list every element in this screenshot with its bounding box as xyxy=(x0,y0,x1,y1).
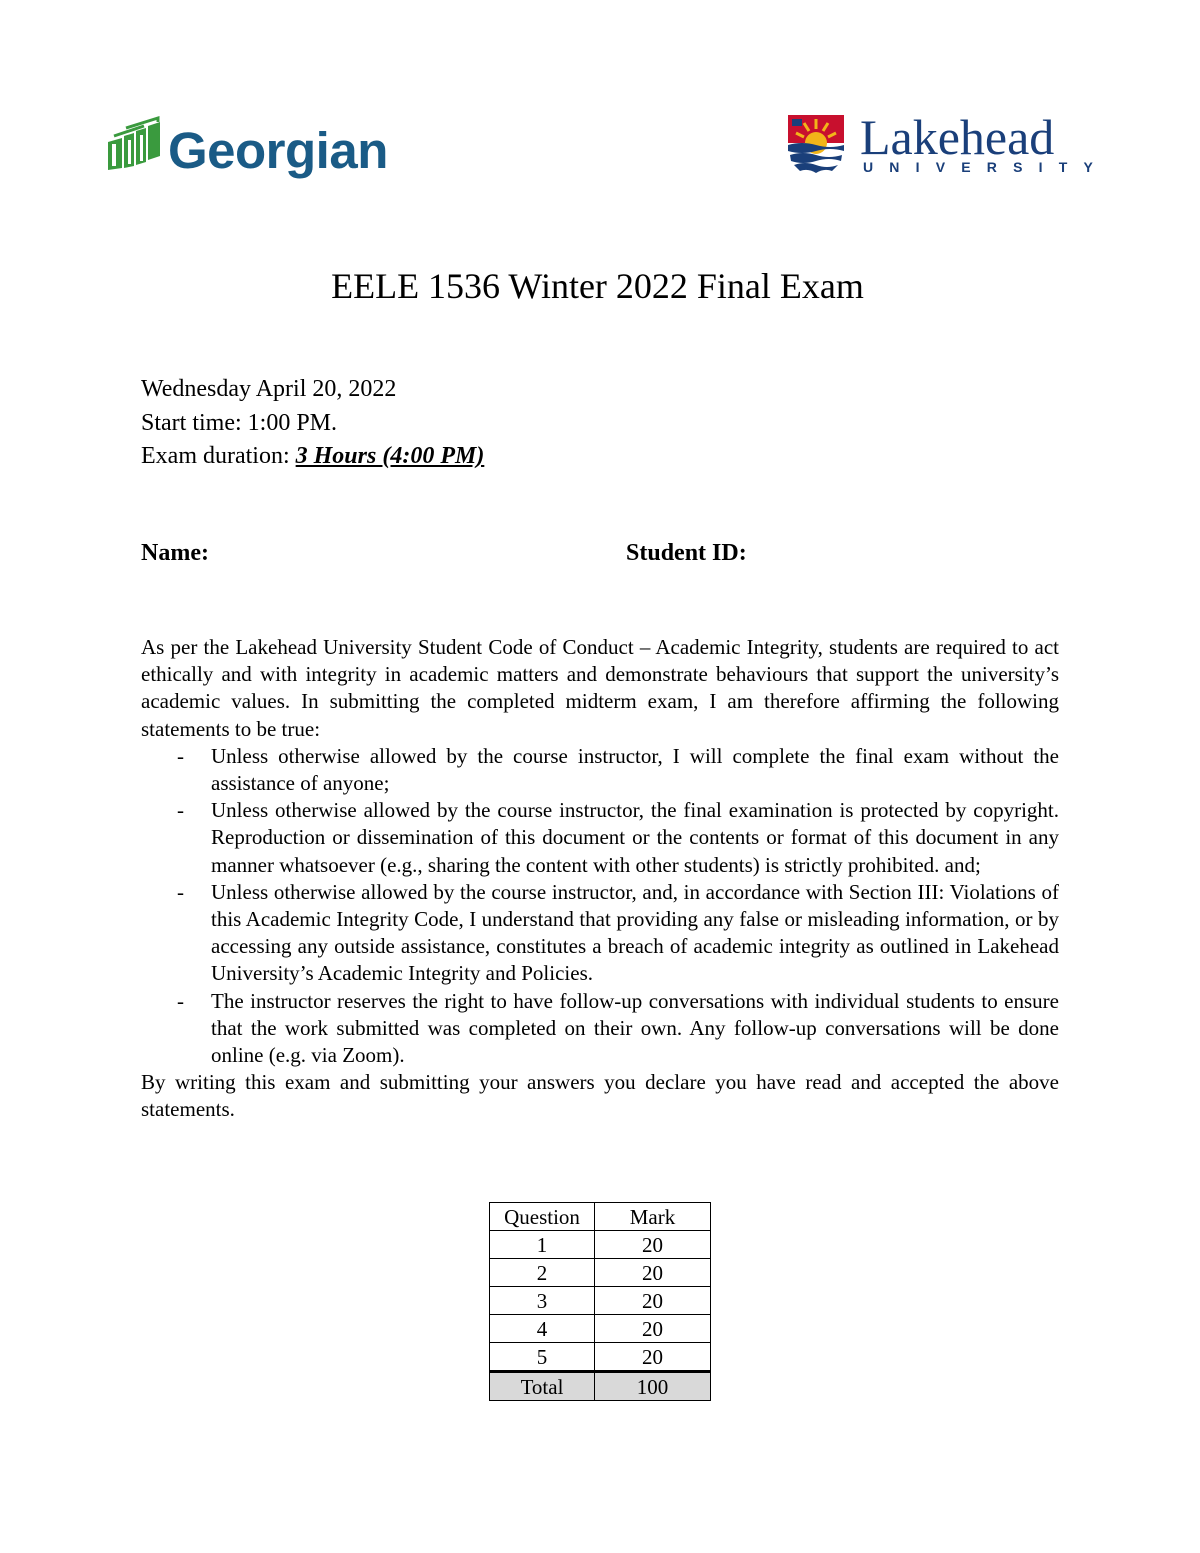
question-cell: 3 xyxy=(490,1287,595,1315)
question-cell: 4 xyxy=(490,1315,595,1343)
list-item xyxy=(141,797,1059,879)
table-row xyxy=(490,1259,711,1287)
question-cell: 1 xyxy=(490,1231,595,1259)
integrity-bullet-list xyxy=(141,743,1059,1069)
bullet-marker: - xyxy=(177,743,184,768)
list-item xyxy=(141,988,1059,1070)
exam-meta xyxy=(141,373,484,474)
total-value-cell: 100 xyxy=(595,1372,711,1401)
marks-table xyxy=(489,1202,711,1401)
georgian-logo xyxy=(104,112,394,188)
exam-title: EELE 1536 Winter 2022 Final Exam xyxy=(331,266,864,306)
bullet-text: Unless otherwise allowed by the course instructor, I will complete the final exam without the assistance of anyone; xyxy=(211,743,1059,796)
mark-cell: 20 xyxy=(595,1315,711,1343)
student-id-field-label: Student ID: xyxy=(626,540,747,566)
table-header-row xyxy=(490,1203,711,1231)
list-item xyxy=(141,743,1059,797)
exam-start-time: Start time: 1:00 PM. xyxy=(141,409,338,436)
list-item xyxy=(141,879,1059,988)
mark-cell: 20 xyxy=(595,1259,711,1287)
lakehead-subtext: UNIVERSITY xyxy=(863,159,1110,175)
table-row xyxy=(490,1343,711,1372)
bullet-text: Unless otherwise allowed by the course instructor, and, in accordance with Section III: Violations of this Academic Integrity Code, I understand that providing any false or misleading information, or by accessing any outside assistance, constitutes a breach of academic integrity as outlined in Lakehead University’s Academic Integrity and Policies. xyxy=(211,879,1059,986)
bullet-marker: - xyxy=(177,988,184,1013)
mark-cell: 20 xyxy=(595,1343,711,1372)
lakehead-wordmark: Lakehead xyxy=(860,109,1055,165)
lakehead-logo xyxy=(786,109,1110,183)
column-header-mark: Mark xyxy=(595,1203,711,1231)
integrity-intro: As per the Lakehead University Student Code of Conduct – Academic Integrity, students are required to act ethically and with integrity in academic matters and demonstrate behaviours that support the university’s academic values. In submitting the completed midterm exam, I am therefore affirming the following statements to be true: xyxy=(141,635,1059,741)
bullet-marker: - xyxy=(177,879,184,904)
exam-duration-value: 3 Hours (4:00 PM) xyxy=(295,443,485,469)
bullet-text: Unless otherwise allowed by the course instructor, the final examination is protected by copyright. Reproduction or dissemination of this document or the contents or format of this document in any manner whatsoever (e.g., sharing the content with other students) is strictly prohibited. and; xyxy=(211,798,1059,877)
georgian-stripes-icon xyxy=(104,114,164,174)
integrity-closing: By writing this exam and submitting your answers you declare you have read and accepted the above statements. xyxy=(141,1070,1059,1122)
table-row xyxy=(490,1315,711,1343)
table-row xyxy=(490,1287,711,1315)
exam-date: Wednesday April 20, 2022 xyxy=(141,376,397,402)
exam-duration-label: Exam duration: xyxy=(141,443,296,469)
column-header-question: Question xyxy=(490,1203,595,1231)
question-cell: 2 xyxy=(490,1259,595,1287)
name-field-label: Name: xyxy=(141,540,209,566)
bullet-text: The instructor reserves the right to have follow-up conversations with individual students to ensure that the work submitted was completed on their own. Any follow-up conversations will be done online (e.g. via Zoom). xyxy=(211,988,1059,1068)
georgian-wordmark: Georgian xyxy=(168,122,388,179)
total-row xyxy=(490,1372,711,1401)
table-row xyxy=(490,1231,711,1259)
mark-cell: 20 xyxy=(595,1287,711,1315)
bullet-marker: - xyxy=(177,798,184,823)
question-cell: 5 xyxy=(490,1343,595,1372)
total-label-cell: Total xyxy=(490,1372,595,1401)
academic-integrity-statement xyxy=(141,634,1059,1124)
mark-cell: 20 xyxy=(595,1231,711,1259)
exam-duration xyxy=(141,440,484,474)
lakehead-crest-icon xyxy=(786,113,846,175)
